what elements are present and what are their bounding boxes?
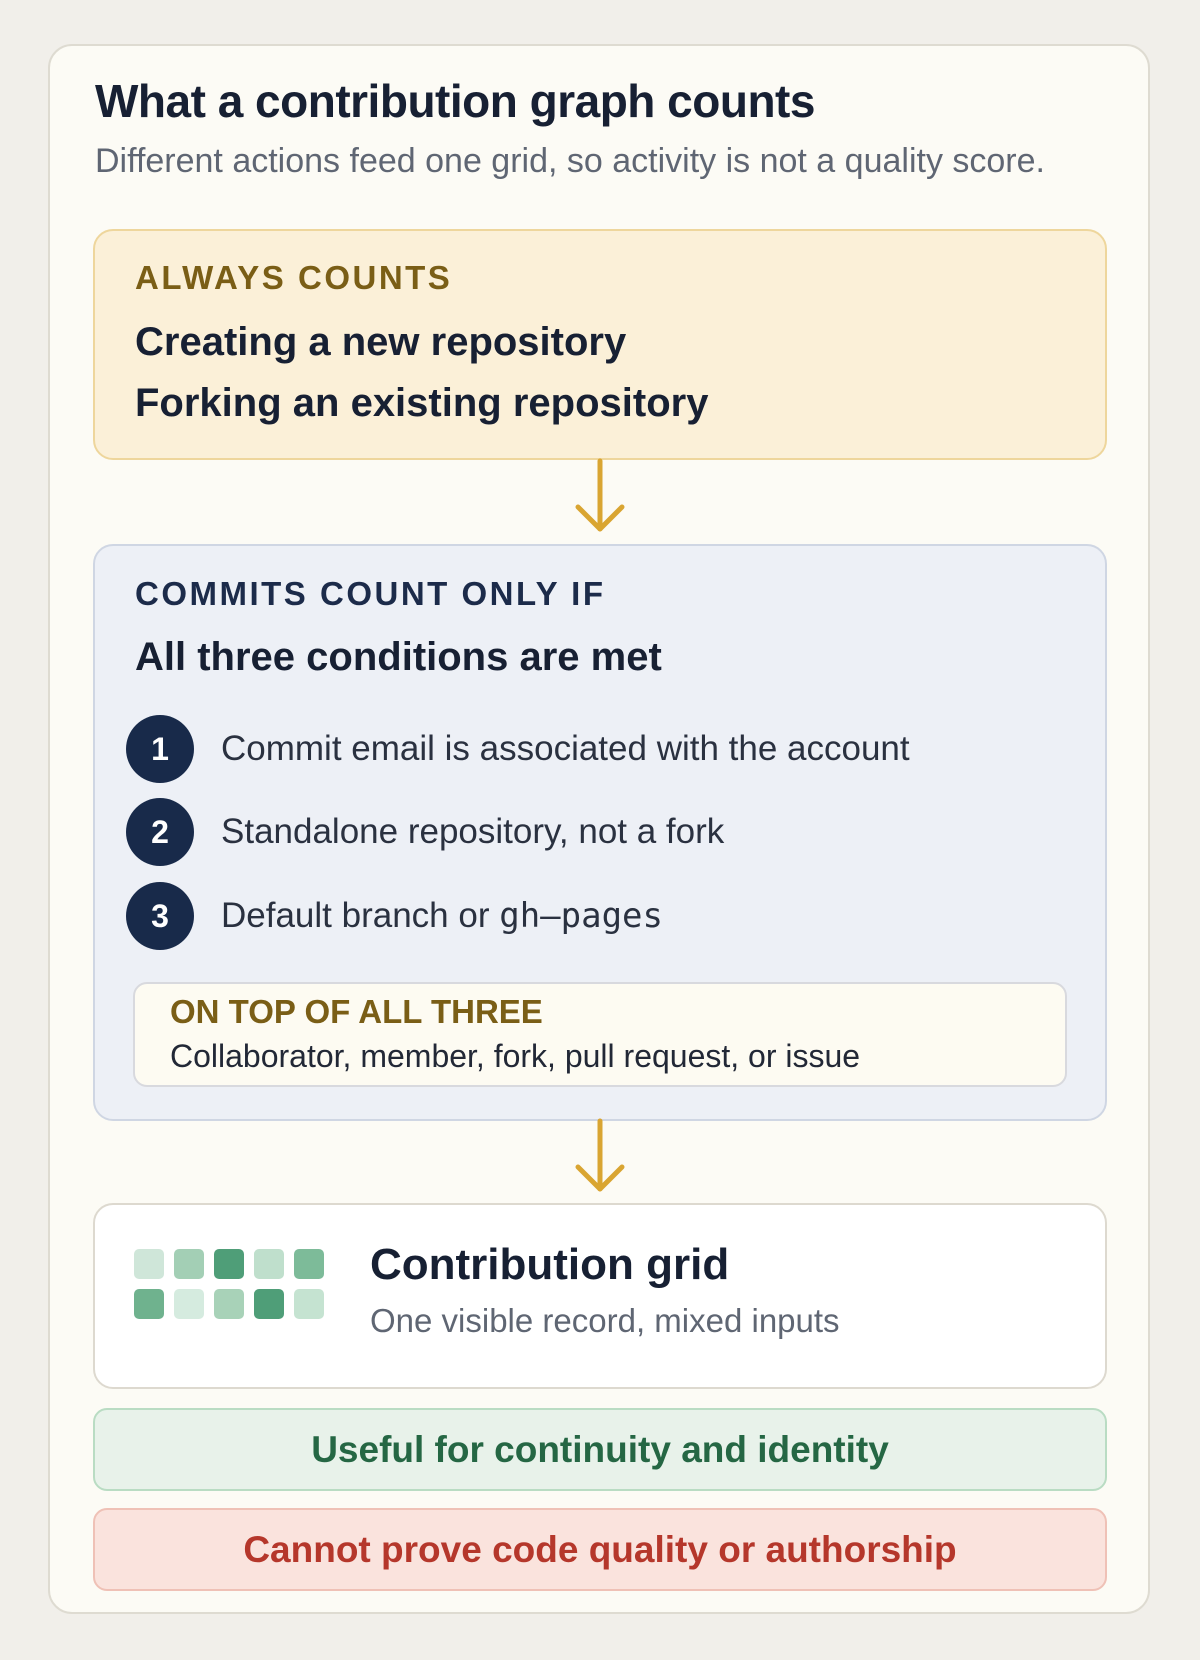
- condition-text: Commit email is associated with the account: [221, 729, 910, 768]
- condition-text: Standalone repository, not a fork: [221, 812, 725, 851]
- contribution-grid-icon: [134, 1249, 324, 1321]
- condition-number-badge: 1: [126, 715, 194, 783]
- condition-row-1: [126, 715, 910, 783]
- grid-cell: [214, 1289, 244, 1319]
- grid-cell: [174, 1289, 204, 1319]
- grid-cell: [254, 1249, 284, 1279]
- down-arrow-icon: [570, 1117, 630, 1197]
- condition-row-2: [126, 798, 724, 866]
- always-counts-eyebrow: ALWAYS COUNTS: [135, 259, 453, 296]
- condition-row-3: [126, 882, 663, 950]
- positive-verdict-banner: Useful for continuity and identity: [93, 1408, 1107, 1491]
- condition-number-badge: 2: [126, 798, 194, 866]
- grid-cell: [174, 1249, 204, 1279]
- note-text: Collaborator, member, fork, pull request, or issue: [170, 1038, 861, 1074]
- grid-subtitle: One visible record, mixed inputs: [370, 1302, 840, 1339]
- grid-cell: [134, 1289, 164, 1319]
- commits-heading: All three conditions are met: [135, 635, 662, 679]
- page-subtitle: Different actions feed one grid, so activity is not a quality score.: [95, 142, 1045, 180]
- grid-cell: [214, 1249, 244, 1279]
- condition-text-prefix: Default branch or: [221, 896, 500, 935]
- always-item-create-repo: Creating a new repository: [135, 320, 627, 364]
- grid-cell: [134, 1249, 164, 1279]
- condition-text: [221, 896, 663, 936]
- commits-eyebrow: COMMITS COUNT ONLY IF: [135, 575, 606, 612]
- grid-cell: [294, 1249, 324, 1279]
- grid-cell: [294, 1289, 324, 1319]
- note-title: ON TOP OF ALL THREE: [170, 993, 543, 1030]
- condition-number-badge: 3: [126, 882, 194, 950]
- grid-title: Contribution grid: [370, 1240, 730, 1289]
- grid-cell: [254, 1289, 284, 1319]
- branch-name-code: gh–pages: [499, 896, 663, 936]
- page-title: What a contribution graph counts: [95, 75, 815, 127]
- always-item-fork-repo: Forking an existing repository: [135, 381, 709, 425]
- down-arrow-icon: [570, 457, 630, 537]
- negative-verdict-banner: Cannot prove code quality or authorship: [93, 1508, 1107, 1591]
